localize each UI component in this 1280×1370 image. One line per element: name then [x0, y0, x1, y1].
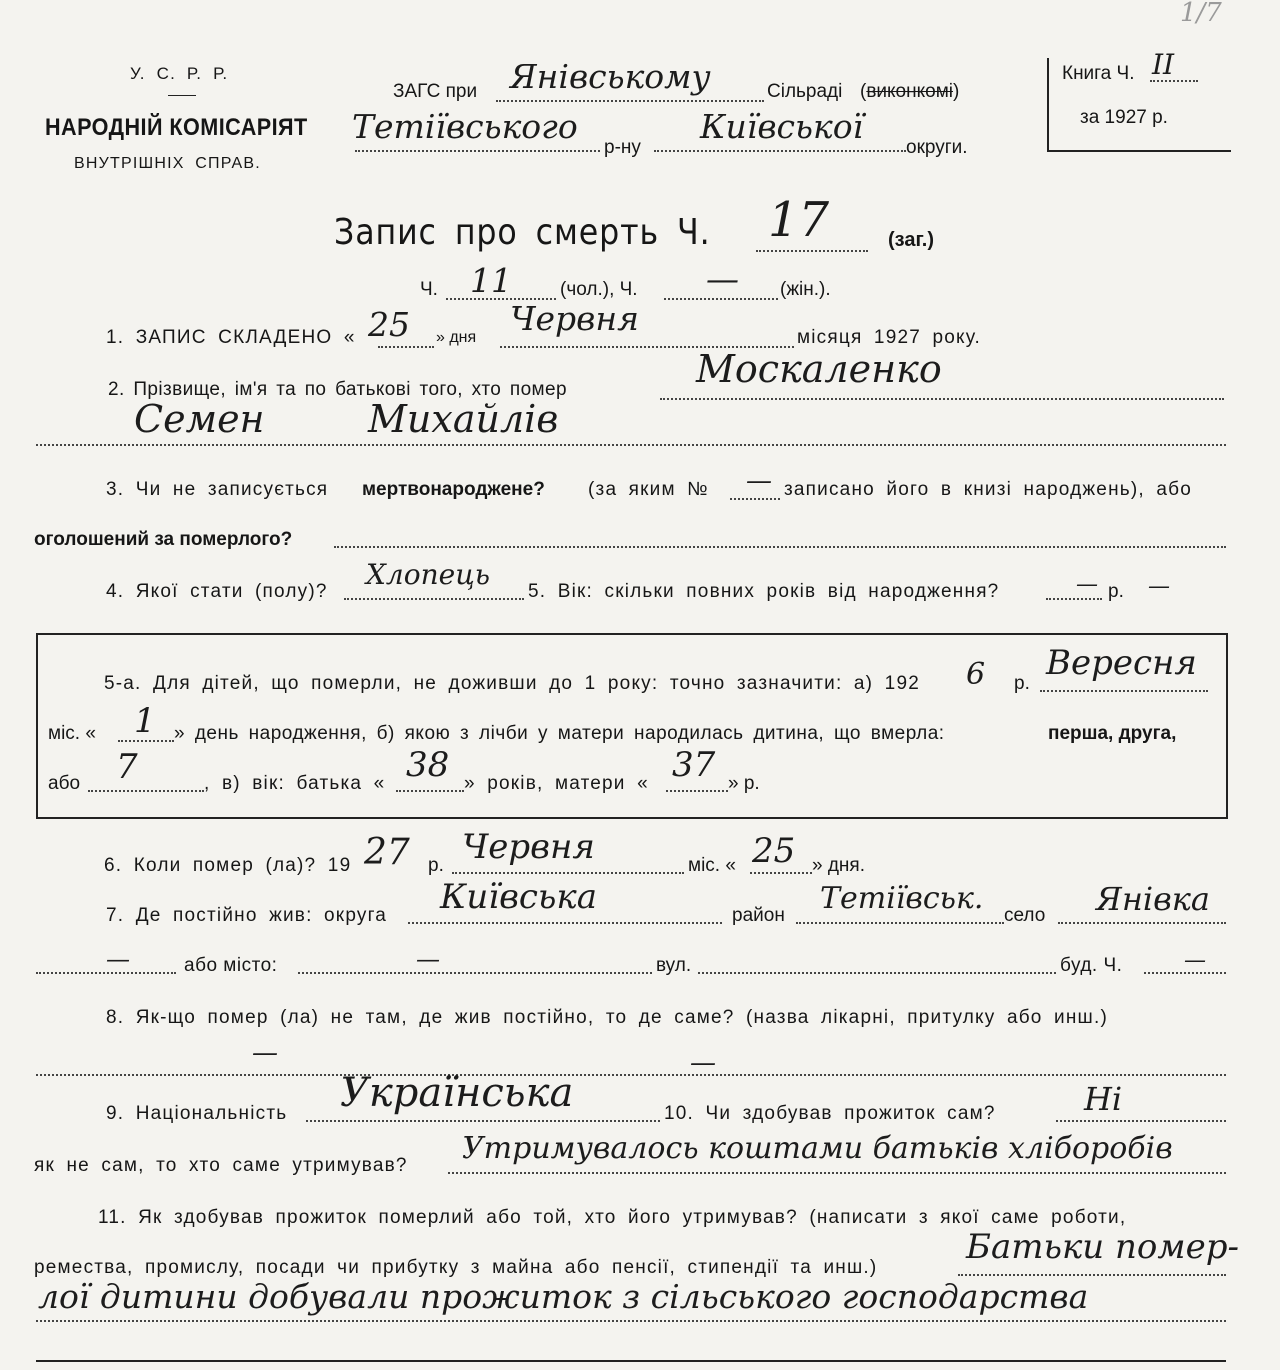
zags-village-value: Янівському [510, 57, 711, 96]
q2-name-line [36, 444, 1226, 446]
q4-line [344, 598, 524, 600]
okrug-line [654, 150, 906, 152]
q3-suffix: записано його в книзі народжень), або [784, 479, 1192, 500]
q7-selo-value: Янівка [1096, 880, 1210, 918]
q5a-mother-value: 37 [672, 745, 716, 785]
q7-rayon-label: район [732, 905, 785, 926]
q2-name-value: Семен [134, 397, 265, 441]
q7-rayon-line [796, 922, 1004, 924]
q11-label: 11. Як здобував прожиток померлий або той, хто його утримував? (написати з якої саме роботи, [98, 1207, 1127, 1228]
okrug-suffix: округи. [906, 137, 968, 158]
q11-line-1 [958, 1274, 1226, 1276]
q5a-father-label: , в) вік: батька « [204, 773, 386, 794]
q7-building-value: — [1184, 948, 1206, 973]
record-total-suffix: (заг.) [888, 229, 935, 251]
q5-suffix: р. [1108, 581, 1124, 602]
q2-patronymic-value: Михайлів [368, 397, 559, 441]
q1-label: 1. ЗАПИС СКЛАДЕНО « [106, 327, 356, 348]
q5-value: — [1076, 572, 1098, 597]
q5a-mother-label: » років, матери « [464, 773, 649, 794]
q5a-year-suffix: р. [1014, 673, 1030, 694]
q11-line-2 [36, 1320, 1226, 1322]
commissariat-title: НАРОДНІЙ КОМІСАРІЯТ [45, 114, 308, 141]
q3-number-value: — [746, 466, 772, 496]
q2-surname-value: Москаленко [696, 347, 942, 391]
q7-label: 7. Де постійно жив: округа [106, 905, 388, 926]
q6-label: 6. Коли помер (ла)? 19 [104, 855, 352, 876]
record-number-line [756, 250, 868, 252]
q5a-mother-suffix: » р. [728, 773, 760, 794]
male-count-label: Ч. [420, 279, 438, 300]
q6-month-value: Червня [462, 827, 595, 867]
q5a-abo: або [48, 773, 81, 794]
council-alt: (виконкомі) [860, 81, 960, 102]
q11-value-1: Батьки помер- [966, 1227, 1239, 1267]
female-count-line [664, 298, 778, 300]
q7-selo-label: село [1004, 905, 1046, 926]
q9-value: Українська [340, 1070, 574, 1116]
q5a-father-value: 38 [406, 745, 450, 785]
record-title: Запис про смерть Ч. [334, 212, 711, 253]
header-divider [168, 95, 196, 96]
q5-label: 5. Вік: скільки повних років від народження? [528, 581, 1000, 602]
q7-rayon-value: Тетіївськ. [820, 881, 984, 916]
q3-declared-line [334, 546, 1226, 548]
q7-okrug-value: Київська [440, 877, 598, 917]
corner-mark: 1/7 [1180, 0, 1222, 28]
q7-selo-line [1058, 922, 1226, 924]
okrug-value: Київської [700, 107, 864, 146]
q4-label: 4. Якої стати (полу)? [106, 581, 328, 602]
record-number-value: 17 [768, 192, 830, 248]
q7-misto-value: — [416, 945, 440, 973]
q5a-month-label: міс. « [48, 723, 96, 744]
q6-month-label: міс. « [688, 855, 736, 876]
book-year: за 1927 р. [1080, 107, 1168, 128]
q7-street-label: вул. [656, 955, 692, 976]
q5a-month-line [1040, 690, 1208, 692]
q4-value: Хлопець [366, 558, 491, 591]
q1-day-line [378, 346, 434, 348]
q10-who-line [448, 1172, 1226, 1174]
q5a-mother-line [666, 790, 728, 792]
q6-day-suffix: » дня. [812, 855, 865, 876]
q7-building-label: буд. Ч. [1060, 955, 1123, 976]
male-count-suffix: (чол.), Ч. [560, 279, 638, 300]
q5a-label: 5-а. Для дітей, що померли, не доживши до 1 року: точно зазначити: а) 192 [104, 673, 920, 694]
q7-extra-value: — [106, 945, 130, 973]
zags-prefix: ЗАГС при [393, 81, 478, 102]
q1-day-value: 25 [368, 305, 410, 344]
q3-number-label: (за яким № [588, 479, 709, 500]
q6-year-value: 27 [364, 832, 410, 873]
q6-day-value: 25 [752, 831, 796, 871]
q1-day-suffix: » дня [436, 329, 477, 346]
q8-value-b: — [690, 1048, 716, 1078]
q6-day-line [750, 872, 812, 874]
q1-month-value: Червня [510, 299, 639, 338]
q5a-month-value: Вересня [1046, 643, 1197, 683]
district-suffix: р-ну [604, 137, 641, 158]
q10-label: 10. Чи здобував прожиток сам? [664, 1103, 996, 1124]
district-value: Тетіївського [352, 107, 578, 146]
q10-value: Ні [1084, 1080, 1123, 1118]
q9-line [306, 1120, 660, 1122]
zags-village-line [496, 100, 764, 102]
council-label: Сільраді [767, 81, 843, 102]
q3-declared-dead: оголошений за померлого? [34, 529, 293, 550]
q7-okrug-line [408, 922, 722, 924]
q5a-year-value: 6 [966, 657, 986, 692]
q11-value-2: лої дитини добували прожиток з сільського господарства [38, 1277, 1089, 1316]
bottom-rule [36, 1360, 1226, 1362]
q3-stillborn: мертвонароджене? [362, 479, 545, 500]
q7-street-line [698, 972, 1056, 974]
female-count-value: — [706, 259, 739, 298]
q6-month-line [452, 872, 684, 874]
q5a-order-line [88, 790, 204, 792]
q8-value-a: — [252, 1038, 278, 1068]
q11-label-cont: ремества, промислу, посади чи прибутку з майна або пенсії, стипендії та инш.) [34, 1257, 878, 1278]
q3-label: 3. Чи не записується [106, 479, 329, 500]
q8-label: 8. Як-що помер (ла) не там, де жив постійно, то де саме? (назва лікарні, притулку або инш.) [106, 1007, 1108, 1028]
q5a-day-value: 1 [134, 701, 156, 741]
q8-line [36, 1074, 1226, 1076]
commissariat-subtitle: ВНУТРІШНІХ СПРАВ. [74, 155, 261, 172]
male-count-value: 11 [470, 261, 512, 300]
q2-label: 2. Прізвище, ім'я та по батькові того, хто помер [108, 379, 567, 400]
q5a-order-value: 7 [116, 747, 138, 787]
q5a-father-line [396, 790, 464, 792]
district-line [355, 150, 600, 152]
q10-line [1056, 1120, 1226, 1122]
q9-label: 9. Національність [106, 1103, 288, 1124]
q2-surname-line [660, 398, 1224, 400]
book-number-value: II [1152, 48, 1175, 81]
book-label: Книга Ч. [1062, 63, 1135, 84]
q5-extra-dash: — [1148, 574, 1170, 599]
state-name: У. С. Р. Р. [130, 64, 229, 83]
female-count-suffix: (жін.). [780, 279, 831, 300]
q10-who-label: як не сам, то хто саме утримував? [34, 1155, 408, 1176]
q5a-order-options: перша, друга, [1048, 723, 1177, 744]
q6-year-suffix: р. [428, 855, 444, 876]
q5a-order-label: » день народження, б) якою з лічби у матери народилась дитина, що вмерла: [174, 723, 945, 744]
q7-misto-label: або місто: [184, 955, 278, 976]
q7-misto-line [298, 972, 652, 974]
q1-year-suffix: місяця 1927 року. [797, 327, 982, 348]
q10-who-value: Утримувалось коштами батьків хліборобів [462, 1131, 1173, 1166]
